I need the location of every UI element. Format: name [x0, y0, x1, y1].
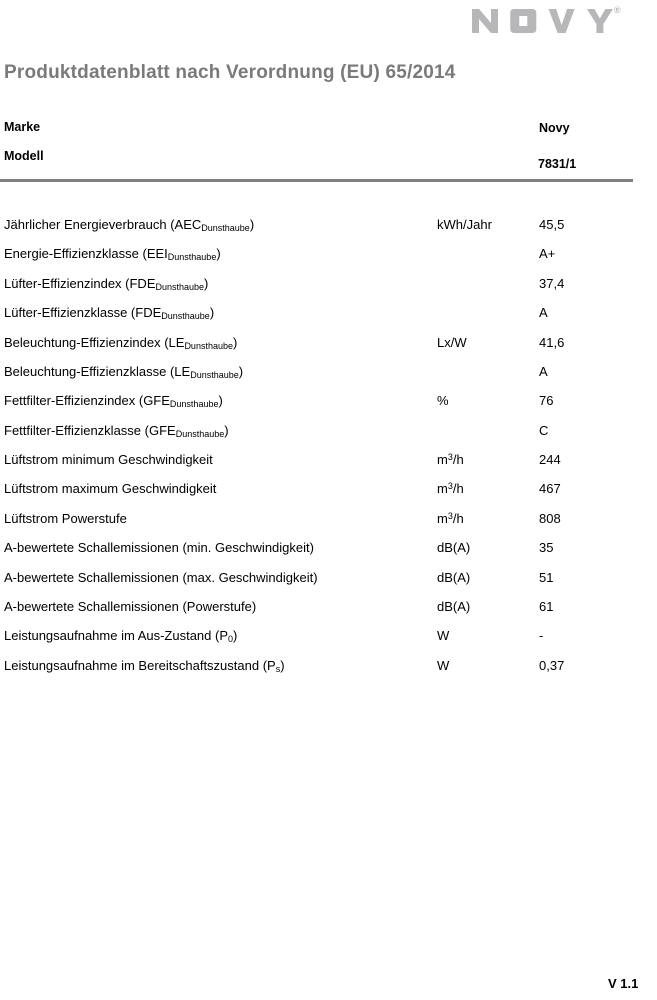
- spec-label: Lüftstrom Powerstufe: [4, 510, 127, 526]
- spec-value: 45,5: [539, 217, 565, 232]
- spec-label: A-bewertete Schallemissionen (min. Geschwindigkeit): [4, 540, 314, 556]
- spec-value: 51: [539, 569, 554, 585]
- table-row: [0, 533, 657, 562]
- spec-label: A-bewertete Schallemissionen (max. Geschwindigkeit): [4, 569, 318, 585]
- brand-label: Marke: [4, 120, 41, 134]
- spec-label: Energie-Effizienzklasse $(EEI_{Dunsthaube})$: [4, 246, 221, 263]
- spec-value: 0,37: [539, 657, 565, 673]
- spec-value: C: [539, 422, 549, 438]
- brand-value: Novy: [539, 121, 570, 135]
- page-title: Produktdatenblatt nach Verordnung (EU) 65/2014: [4, 62, 456, 83]
- spec-value: A+: [539, 246, 556, 262]
- spec-unit: W: [437, 628, 450, 644]
- table-row: [0, 386, 657, 415]
- spec-unit: dB(A): [437, 569, 471, 585]
- spec-value: 35: [539, 540, 554, 556]
- version-label: V 1.1: [608, 976, 639, 991]
- table-row: [0, 239, 657, 268]
- spec-label: Fettfilter-Effizienzklasse $(GFE_{Dunsthaube})$: [4, 422, 229, 439]
- table-row: [0, 210, 657, 239]
- spec-unit: W: [437, 657, 450, 673]
- table-row: [0, 445, 657, 474]
- model-label: Modell: [4, 149, 44, 163]
- table-row: [0, 474, 657, 503]
- table-row: [0, 269, 657, 298]
- novy-logo-letters: [472, 9, 613, 33]
- spec-unit: $m^3/h$: [437, 452, 464, 467]
- spec-label: Beleuchtung-Effizienzindex $(LE_{Dunsthaube})$: [4, 334, 238, 351]
- spec-label: Lüftstrom minimum Geschwindigkeit: [4, 452, 213, 467]
- spec-label: A-bewertete Schallemissionen (Powerstufe): [4, 598, 257, 614]
- spec-unit: kWh/Jahr: [437, 217, 492, 232]
- spec-label: Beleuchtung-Effizienzklasse $(LE_{Dunsthaube})$: [4, 363, 244, 380]
- table-row: [0, 563, 657, 592]
- table-row: [0, 592, 657, 621]
- registered-trademark-icon: ®: [614, 5, 621, 15]
- spec-value: A: [539, 363, 548, 379]
- spec-table: [0, 210, 657, 680]
- table-row: [0, 621, 657, 650]
- table-row: [0, 357, 657, 386]
- spec-unit: %: [437, 393, 449, 409]
- spec-value: 467: [539, 481, 561, 497]
- spec-label: Leistungsaufnahme im Aus-Zustand $(P_0)$: [4, 628, 238, 645]
- novy-logo: [472, 5, 621, 33]
- spec-label: Fettfilter-Effizienzindex $(GFE_{Dunsthaube})$: [4, 393, 223, 410]
- table-row: [0, 651, 657, 680]
- spec-label: Lüftstrom maximum Geschwindigkeit: [4, 481, 217, 497]
- spec-label: Jährlicher Energieverbrauch $(AEC_{Dunsthaube})$: [4, 217, 255, 233]
- spec-unit: $m^3/h$: [437, 510, 464, 526]
- table-row: [0, 504, 657, 533]
- spec-label: Lüfter-Effizienzindex $(FDE_{Dunsthaube})$: [4, 275, 209, 292]
- spec-unit: Lx/W: [437, 334, 467, 350]
- spec-unit: dB(A): [437, 598, 471, 614]
- spec-value: 61: [539, 598, 554, 614]
- model-value: 7831/1: [538, 157, 577, 171]
- spec-value: A: [539, 305, 548, 321]
- table-row: [0, 328, 657, 357]
- spec-value: 244: [539, 452, 561, 467]
- spec-label: Lüfter-Effizienzklasse $(FDE_{Dunsthaube})$: [4, 305, 215, 322]
- spec-value: 76: [539, 393, 554, 409]
- table-row: [0, 298, 657, 327]
- spec-value: -: [539, 628, 544, 644]
- spec-unit: $m^3/h$: [437, 481, 464, 497]
- spec-value: 41,6: [539, 334, 565, 350]
- divider-line: [0, 179, 633, 182]
- spec-value: 808: [539, 510, 561, 526]
- spec-value: 37,4: [539, 275, 565, 291]
- table-row: [0, 416, 657, 445]
- spec-label: Leistungsaufnahme im Bereitschaftszustand $(P_s)$: [4, 657, 285, 674]
- spec-unit: dB(A): [437, 540, 471, 556]
